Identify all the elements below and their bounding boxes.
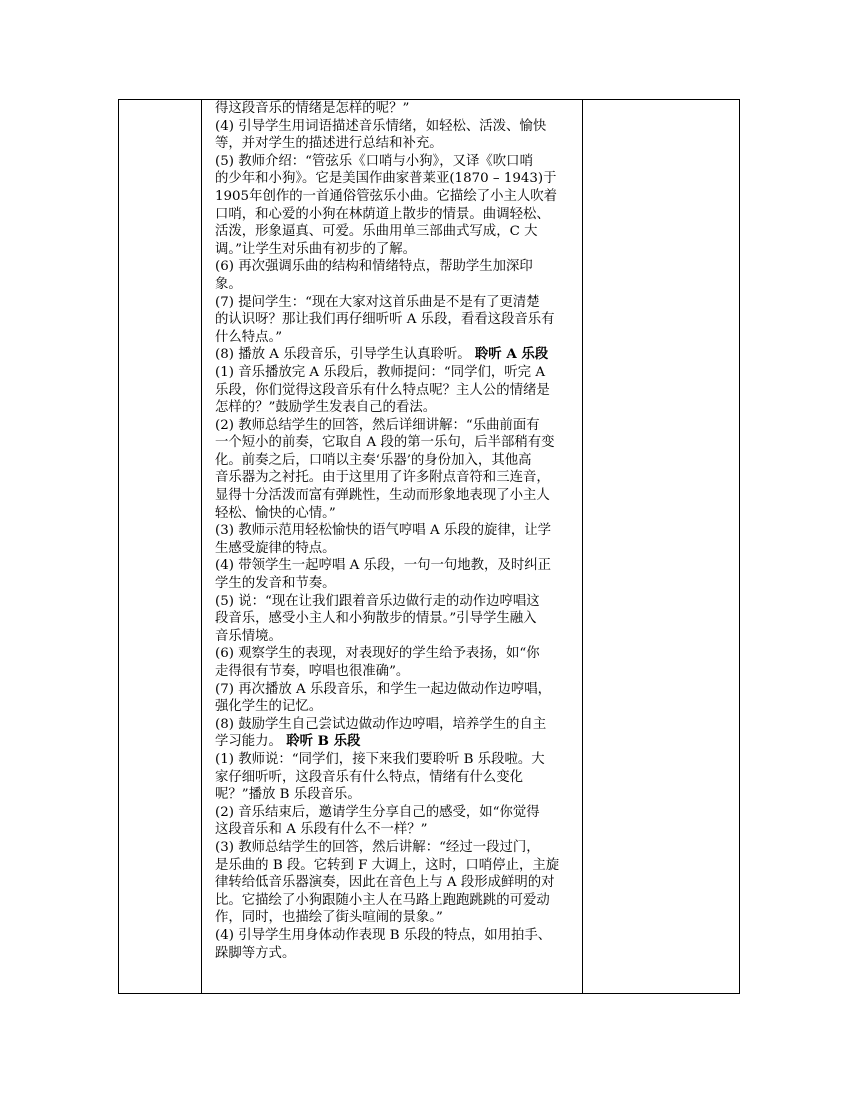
text-segment: (4) 引导学生用身体动作表现 B 乐段的特点，如用拍手、 — [215, 927, 552, 943]
text-line — [215, 839, 581, 857]
right-column-cell — [583, 100, 740, 993]
text-segment: 怎样的？”鼓励学生发表自己的看法。 — [215, 400, 437, 416]
text-line — [215, 716, 581, 734]
text-line — [215, 857, 581, 875]
text-line — [215, 294, 581, 312]
text-line — [215, 346, 581, 364]
text-segment: 作，同时，也描绘了街头喧闹的景象。” — [215, 910, 443, 926]
text-line — [215, 311, 581, 329]
text-segment: 这段音乐和 A 乐段有什么不一样？” — [215, 822, 428, 838]
text-segment: 等，并对学生的描述进行总结和补充。 — [215, 136, 443, 152]
text-line — [215, 769, 581, 787]
text-segment: 生感受旋律的特点。 — [215, 540, 336, 556]
text-line — [215, 170, 581, 188]
text-segment: (5) 说：“现在让我们跟着音乐边做行走的动作边哼唱这 — [215, 593, 540, 609]
text-segment: (7) 提问学生：“现在大家对这首乐曲是不是有了更清楚 — [215, 294, 540, 310]
text-segment: (2) 音乐结束后，邀请学生分享自己的感受，如“你觉得 — [215, 804, 540, 820]
text-segment: 显得十分活泼而富有弹跳性，生动而形象地表现了小主人 — [215, 488, 550, 504]
text-line — [215, 804, 581, 822]
text-line — [215, 786, 581, 804]
text-line — [215, 927, 581, 945]
text-segment: (6) 再次强调乐曲的结构和情绪特点，帮助学生加深印 — [215, 259, 533, 275]
text-segment: 得这段音乐的情绪是怎样的呢？” — [215, 101, 410, 116]
text-segment: 活泼，形象逼真、可爱。乐曲用单三部曲式写成，C 大 — [215, 224, 538, 240]
text-segment: 化。前奏之后，口哨以主奏‘乐器’的身份加入，其他高 — [215, 452, 532, 468]
text-line — [215, 276, 581, 294]
text-line — [215, 223, 581, 241]
text-line — [215, 118, 581, 136]
text-segment: 轻松、愉快的心情。” — [215, 505, 336, 521]
text-line — [215, 733, 581, 751]
left-column-cell — [119, 100, 201, 993]
text-segment: (5) 教师介绍：“管弦乐《口哨与小狗》，又译《吹口哨 — [215, 153, 533, 169]
text-segment: 比。它描绘了小狗跟随小主人在马路上跑跑跳跳的可爱动 — [215, 892, 550, 908]
text-segment: 音乐情境。 — [215, 628, 282, 644]
lesson-table — [118, 99, 740, 994]
text-line — [215, 575, 581, 593]
text-segment: (2) 教师总结学生的回答，然后详细讲解：“乐曲前面有 — [215, 417, 540, 433]
text-segment: 乐段，你们觉得这段音乐有什么特点呢？主人公的情绪是 — [215, 382, 550, 398]
text-line — [215, 417, 581, 435]
text-line — [215, 681, 581, 699]
text-line — [215, 540, 581, 558]
text-line — [215, 364, 581, 382]
text-segment: 1905年创作的一首通俗管弦乐小曲。它描绘了小主人吹着 — [215, 188, 558, 204]
text-line — [215, 135, 581, 153]
text-segment: (1) 音乐播放完 A 乐段后，教师提问：“同学们，听完 A — [215, 364, 545, 380]
text-segment: 一个短小的前奏，它取自 A 段的第一乐句，后半部稍有变 — [215, 435, 555, 451]
text-line — [215, 329, 581, 347]
text-segment: 的认识呀？那让我们再仔细听听 A 乐段，看看这段音乐有 — [215, 312, 555, 328]
text-segment: 调。”让学生对乐曲有初步的了解。 — [215, 241, 417, 257]
text-line — [215, 945, 581, 963]
text-segment: 口哨，和心爱的小狗在林荫道上散步的情景。曲调轻松、 — [215, 206, 550, 222]
text-line — [215, 751, 581, 769]
text-segment: (8) 鼓励学生自己尝试边做动作边哼唱，培养学生的自主 — [215, 716, 547, 732]
text-segment: 呢？”播放 B 乐段音乐。 — [215, 787, 361, 803]
text-segment: 音乐器为之衬托。由于这里用了许多附点音符和三连音， — [215, 470, 550, 486]
text-line — [215, 153, 581, 171]
text-line — [215, 557, 581, 575]
text-segment: (3) 教师总结学生的回答，然后讲解：“经过一段过门， — [215, 839, 540, 855]
column-divider-1 — [201, 100, 202, 993]
text-segment: (7) 再次播放 A 乐段音乐，和学生一起边做动作边哼唱， — [215, 681, 551, 697]
text-line — [215, 100, 581, 118]
text-segment: 的少年和小狗》。它是美国作曲家普莱亚(1870 – 1943)于 — [215, 171, 557, 187]
text-segment: (4) 引导学生用词语描述音乐情绪，如轻松、活泼、愉快 — [215, 118, 547, 134]
text-line — [215, 241, 581, 259]
text-line — [215, 258, 581, 276]
text-line — [215, 909, 581, 927]
text-segment: (3) 教师示范用轻松愉快的语气哼唱 A 乐段的旋律，让学 — [215, 523, 551, 539]
text-line — [215, 505, 581, 523]
text-line — [215, 206, 581, 224]
text-segment: 什么特点。” — [215, 329, 283, 345]
text-line — [215, 188, 581, 206]
text-line — [215, 469, 581, 487]
text-segment: 象。 — [215, 276, 242, 292]
text-line — [215, 698, 581, 716]
text-line — [215, 628, 581, 646]
text-segment: 律转给低音乐器演奏，因此在音色上与 A 段形成鲜明的对 — [215, 875, 555, 891]
text-line — [215, 821, 581, 839]
text-segment: 走得很有节奏，哼唱也很准确”。 — [215, 664, 410, 679]
text-line — [215, 522, 581, 540]
text-line — [215, 874, 581, 892]
text-line — [215, 382, 581, 400]
text-line — [215, 610, 581, 628]
text-segment: (6) 观察学生的表现，对表现好的学生给予表扬，如“你 — [215, 646, 540, 662]
text-segment: 段音乐，感受小主人和小狗散步的情景。”引导学生融入 — [215, 611, 537, 627]
text-line — [215, 399, 581, 417]
text-segment: (8) 播放 A 乐段音乐，引导学生认真聆听。 — [215, 347, 475, 363]
text-line — [215, 593, 581, 611]
text-line — [215, 892, 581, 910]
text-line — [215, 663, 581, 681]
text-segment: 学习能力。 — [215, 734, 287, 750]
text-line — [215, 487, 581, 505]
text-segment: (4) 带领学生一起哼唱 A 乐段，一句一句地教，及时纠正 — [215, 558, 551, 574]
text-segment: 跺脚等方式。 — [215, 945, 296, 961]
text-line — [215, 452, 581, 470]
text-segment: 学生的发音和节奏。 — [215, 576, 336, 592]
section-heading: 聆听 B 乐段 — [286, 733, 361, 750]
text-segment: 是乐曲的 B 段。它转到 F 大调上，这时，口哨停止，主旋 — [215, 857, 560, 873]
teaching-process-cell — [215, 100, 581, 962]
section-heading: 聆听 A 乐段 — [474, 346, 549, 363]
text-segment: 家仔细听听，这段音乐有什么特点，情绪有什么变化 — [215, 769, 523, 785]
text-segment: (1) 教师说：“同学们，接下来我们要聆听 B 乐段啦。大 — [215, 751, 545, 767]
text-segment: 强化学生的记忆。 — [215, 699, 323, 715]
text-line — [215, 645, 581, 663]
text-line — [215, 434, 581, 452]
